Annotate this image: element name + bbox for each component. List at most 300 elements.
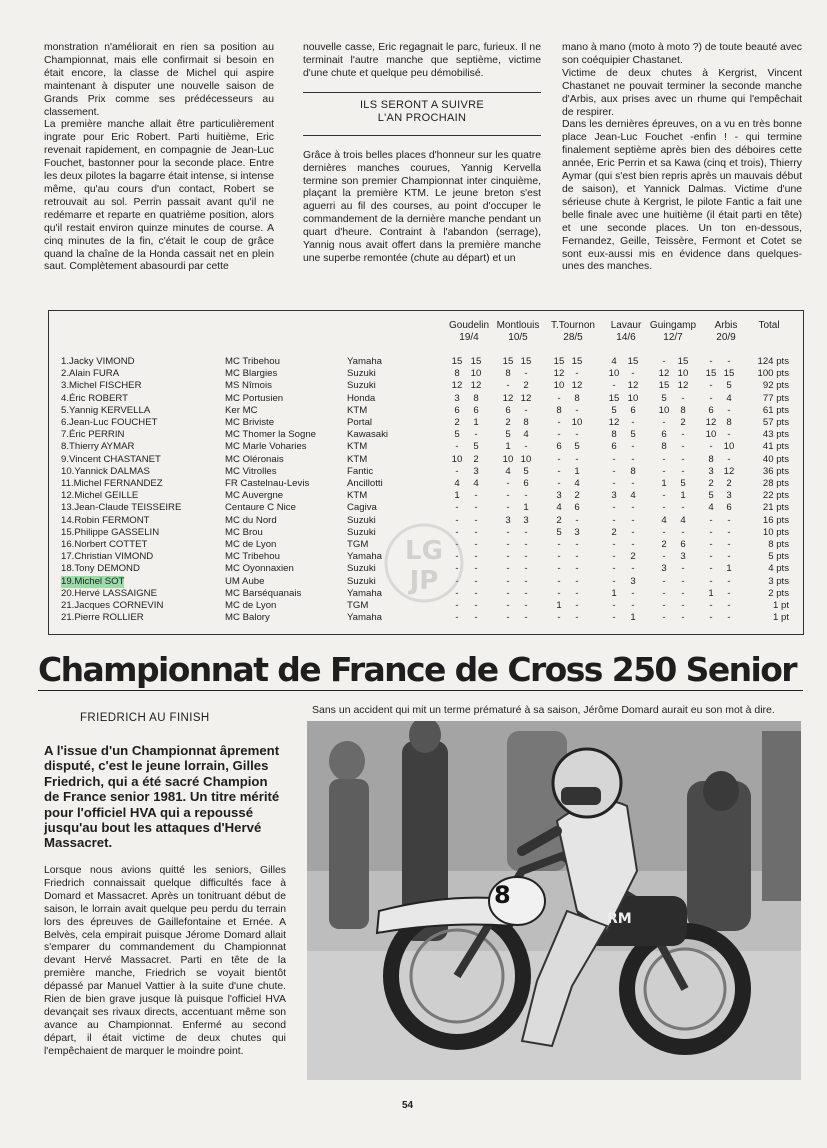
rider-bike: Suzuki bbox=[347, 514, 376, 526]
venue-date: 19/4 bbox=[459, 332, 479, 343]
rider-bike: Yamaha bbox=[347, 551, 383, 563]
heat-score: - bbox=[681, 502, 685, 514]
heat-score: 8 bbox=[505, 368, 511, 380]
heat-score: 15 bbox=[520, 356, 532, 367]
heat-score: 1 bbox=[473, 417, 479, 428]
rider-bike: KTM bbox=[347, 490, 368, 502]
article-headline: Championnat de France de Cross 250 Senior bbox=[38, 650, 796, 689]
heat-score: - bbox=[631, 478, 635, 489]
total-points: 22 pts bbox=[762, 490, 789, 502]
heat-score: 4 bbox=[523, 429, 529, 441]
rider-bike: Suzuki bbox=[347, 380, 376, 392]
heat-score: 15 bbox=[502, 356, 514, 367]
rider-name: 21.Jacques CORNEVIN bbox=[61, 600, 164, 611]
venue-date: 12/7 bbox=[663, 332, 683, 343]
heat-score: 5 bbox=[630, 429, 636, 441]
heat-score: 15 bbox=[571, 356, 583, 367]
heat-score: - bbox=[727, 514, 731, 526]
heat-score: 4 bbox=[661, 514, 667, 526]
heat-score: - bbox=[709, 392, 713, 404]
heat-score: - bbox=[662, 356, 666, 367]
heat-score: - bbox=[455, 539, 459, 550]
heat-score: 4 bbox=[630, 490, 636, 502]
heat-score: 2 bbox=[556, 514, 562, 526]
heat-score: - bbox=[575, 514, 579, 526]
heat-score: - bbox=[474, 429, 478, 441]
heat-score: 10 bbox=[451, 453, 463, 465]
heat-score: - bbox=[709, 356, 713, 367]
total-points: 3 pts bbox=[768, 575, 789, 587]
heat-score: - bbox=[727, 600, 731, 611]
heat-score: 3 bbox=[574, 526, 580, 538]
heat-score: 2 bbox=[708, 478, 714, 489]
heat-score: - bbox=[612, 380, 616, 392]
rider-name: 10.Yannick DALMAS bbox=[61, 465, 150, 477]
total-points: 100 pts bbox=[757, 368, 789, 380]
rider-name: 7.Éric PERRIN bbox=[61, 429, 125, 441]
total-points: 61 pts bbox=[762, 404, 789, 416]
heat-score: 5 bbox=[708, 490, 714, 502]
heat-score: 1 bbox=[574, 465, 580, 477]
heat-score: - bbox=[524, 587, 528, 599]
heat-score: 6 bbox=[726, 502, 732, 514]
heat-score: - bbox=[575, 600, 579, 611]
heat-score: 5 bbox=[473, 441, 479, 453]
heat-score: - bbox=[455, 600, 459, 611]
heat-score: 1 bbox=[630, 612, 636, 624]
heat-score: 3 bbox=[726, 490, 732, 502]
total-points: 57 pts bbox=[762, 417, 789, 428]
heat-score: 4 bbox=[726, 392, 732, 404]
heat-score: - bbox=[524, 575, 528, 587]
paragraph: Dans les dernières épreuves, on a vu en très bonne place Jean-Luc Fouchet -enfin ! - qui termine finalement septième après bien des déboires cette année, Eric Perrin et sa Kawa (cinq et trois), Thierry Aymar (qui s'est bien repris après un mauvais début de saison), et Yannick Dalmas. Victime d'une sérieuse chute à Kergrist, le pilote Fantic a fait une belle finale avec une huitième (il était parti en tête) et une seconde places. Un ton en-dessous, Fernandez, Geille, Teissère, Fermont et Cotet se sont eux-aussi mis en évidence dans quelques-unes des manches. bbox=[562, 119, 802, 273]
heat-score: - bbox=[612, 612, 616, 624]
article-column-2 bbox=[303, 42, 541, 266]
table-row bbox=[49, 441, 803, 453]
heat-score: 8 bbox=[556, 404, 562, 416]
svg-text:LG: LG bbox=[405, 536, 443, 566]
heat-score: 15 bbox=[608, 392, 620, 404]
heat-score: 10 bbox=[608, 368, 620, 380]
total-points: 16 pts bbox=[762, 514, 789, 526]
heat-score: 1 bbox=[680, 490, 686, 502]
rider-bike: KTM bbox=[347, 453, 368, 465]
paragraph: monstration n'améliorait en rien sa position au Championnat, mais elle confirmait si besoin en était encore, la classe de Michel qui aspire maintenant à disputer une nouvelle saison de Grands Prix comme ses prédécesseurs au classement. bbox=[44, 42, 274, 118]
heat-score: 12 bbox=[608, 417, 620, 428]
heat-score: - bbox=[474, 612, 478, 624]
page-number: 54 bbox=[402, 1100, 414, 1111]
table-row bbox=[49, 478, 803, 490]
heat-score: - bbox=[727, 453, 731, 465]
heat-score: 8 bbox=[611, 429, 617, 441]
heat-score: 10 bbox=[520, 453, 532, 465]
heat-score: - bbox=[455, 563, 459, 575]
table-row bbox=[49, 429, 803, 441]
heat-score: - bbox=[681, 600, 685, 611]
venue-name: T.Tournon bbox=[551, 320, 595, 331]
article-subtitle: FRIEDRICH AU FINISH bbox=[80, 712, 210, 724]
bike-tank-logo: RM bbox=[607, 911, 632, 927]
heat-score: 2 bbox=[630, 551, 636, 563]
heat-score: 5 bbox=[661, 392, 667, 404]
rider-name: 1.Jacky VIMOND bbox=[61, 356, 135, 367]
heat-score: 8 bbox=[726, 417, 732, 428]
heat-score: 5 bbox=[574, 441, 580, 453]
heat-score: 12 bbox=[571, 380, 583, 392]
heat-score: - bbox=[631, 600, 635, 611]
heat-score: - bbox=[557, 392, 561, 404]
heat-score: - bbox=[727, 575, 731, 587]
heat-score: - bbox=[662, 526, 666, 538]
heat-score: - bbox=[557, 563, 561, 575]
table-row bbox=[49, 502, 803, 514]
rider-club: MC du Nord bbox=[225, 514, 277, 526]
heat-score: - bbox=[474, 575, 478, 587]
heat-score: - bbox=[727, 551, 731, 563]
heat-score: - bbox=[455, 514, 459, 526]
rider-name: 18.Tony DEMOND bbox=[61, 563, 140, 575]
heat-score: - bbox=[575, 612, 579, 624]
heat-score: 5 bbox=[611, 404, 617, 416]
venue-name: Goudelin bbox=[448, 320, 490, 331]
heat-score: 3 bbox=[454, 392, 460, 404]
heat-score: 8 bbox=[473, 392, 479, 404]
rider-club: MC Oléronais bbox=[225, 453, 284, 465]
subheading-line-1: ILS SERONT A SUIVRE bbox=[359, 98, 485, 111]
heat-score: - bbox=[631, 514, 635, 526]
heat-score: - bbox=[455, 526, 459, 538]
heat-score: 12 bbox=[723, 465, 735, 477]
heat-score: 8 bbox=[630, 465, 636, 477]
heat-score: 10 bbox=[553, 380, 565, 392]
rider-bike: Suzuki bbox=[347, 368, 376, 380]
heat-score: 8 bbox=[523, 417, 529, 428]
photo-caption: Sans un accident qui mit un terme prématuré à sa saison, Jérôme Domard aurait eu son mot à dire. bbox=[312, 704, 775, 716]
heat-score: - bbox=[631, 587, 635, 599]
venue-name: Guingamp bbox=[649, 320, 697, 331]
rider-bike: Yamaha bbox=[347, 356, 383, 367]
heat-score: - bbox=[455, 502, 459, 514]
heat-score: - bbox=[709, 526, 713, 538]
heat-score: 2 bbox=[726, 478, 732, 489]
venue-date: 10/5 bbox=[508, 332, 528, 343]
heat-score: - bbox=[662, 502, 666, 514]
heat-score: 5 bbox=[505, 429, 511, 441]
rider-club: Centaure C Nice bbox=[225, 502, 296, 514]
heat-score: - bbox=[524, 612, 528, 624]
heat-score: 3 bbox=[556, 490, 562, 502]
heat-score: - bbox=[524, 404, 528, 416]
heat-score: - bbox=[612, 600, 616, 611]
heat-score: - bbox=[631, 368, 635, 380]
heat-score: - bbox=[575, 368, 579, 380]
heat-score: - bbox=[557, 417, 561, 428]
heat-score: - bbox=[455, 612, 459, 624]
heat-score: 8 bbox=[574, 392, 580, 404]
article-body: Lorsque nous avions quitté les seniors, Gilles Friedrich connaissait quelque difficultés face à Domard et Massacret. Après un tonitruant début de saison, le lorrain avait quelque peu perdu du terrain lors des épreuves de Gaillefontaine et Ernée. A Belvès, cela empirait puisque Jérome Domard allait s'emparer du commandement du Championnat devant Hervé Massacret. Parti en tête de la première manche, Friedrich se voyait bientôt dépassé par Manuel Vattier à la suite d'une chute. Rien de bien grave jusque là puisque l'officiel HVA devançait ses rivaux directs, accentuant même son avance au Championnat. Enfermé au second départ, il était victime de deux chutes qui l'empêchaient de marquer le moindre point. bbox=[44, 865, 286, 1057]
heat-score: - bbox=[575, 429, 579, 441]
heat-score: - bbox=[709, 612, 713, 624]
heat-score: - bbox=[727, 404, 731, 416]
heat-score: - bbox=[612, 551, 616, 563]
heat-score: - bbox=[727, 587, 731, 599]
rider-illustration bbox=[307, 721, 801, 1080]
rider-name: 15.Philippe GASSELIN bbox=[61, 526, 160, 538]
heat-score: 6 bbox=[523, 478, 529, 489]
heat-score: 2 bbox=[505, 417, 511, 428]
rider-club: MC Blargies bbox=[225, 368, 278, 380]
heat-score: 5 bbox=[556, 526, 562, 538]
heat-score: 10 bbox=[502, 453, 514, 465]
venue-date: 14/6 bbox=[616, 332, 636, 343]
heat-score: 15 bbox=[723, 368, 735, 380]
heat-score: 6 bbox=[680, 539, 686, 550]
heat-score: - bbox=[524, 490, 528, 502]
heat-score: 12 bbox=[502, 392, 514, 404]
paragraph: La première manche allait être particulièrement ingrate pour Eric Robert. Parti huitième, Eric revenait rapidement, en compagnie de Jean-Luc Fouchet, bastonner pour la seconde place. Entre les deux pilotes la bagarre était intense, si intense même, qu'au cours d'un contact, Robert se retrouvait au sol. Perrin passait avant qu'il ne redémarre et reparte en quatrième position, alors qu'il restait environ quinze minutes de course. A cinq minutes de la fin, c'était le coup de grâce quand la chaîne de la Honda cassait net en plein saut. Complètement abasourdi par cette bbox=[44, 119, 274, 273]
rider-name: 9.Vincent CHASTANET bbox=[61, 453, 161, 465]
heat-score: 5 bbox=[523, 465, 529, 477]
heat-score: - bbox=[662, 551, 666, 563]
heat-score: - bbox=[681, 465, 685, 477]
rider-bike: Fantic bbox=[347, 465, 374, 477]
heat-score: 2 bbox=[454, 417, 460, 428]
rider-club: MC Brou bbox=[225, 526, 263, 538]
rider-bike: TGM bbox=[347, 600, 369, 611]
heat-score: 10 bbox=[658, 404, 670, 416]
heat-score: 15 bbox=[705, 368, 717, 380]
paragraph: Victime de deux chutes à Kergrist, Vincent Chastanet ne pouvait terminer la seconde manche d'Arbis, aux prises avec un rhume qui l'empêchait de respirer. bbox=[562, 67, 802, 118]
rider-name: 17.Christian VIMOND bbox=[61, 551, 154, 563]
total-points: 10 pts bbox=[762, 526, 789, 538]
rider-name: 11.Michel FERNANDEZ bbox=[61, 478, 163, 489]
heat-score: - bbox=[681, 429, 685, 441]
heat-score: 10 bbox=[677, 368, 689, 380]
heat-score: 12 bbox=[677, 380, 689, 392]
article-column-3 bbox=[562, 42, 802, 274]
heat-score: - bbox=[709, 514, 713, 526]
rider-name: 6.Jean-Luc FOUCHET bbox=[61, 417, 158, 428]
heat-score: - bbox=[474, 490, 478, 502]
rider-bike: Suzuki bbox=[347, 526, 376, 538]
svg-text:JP: JP bbox=[409, 566, 439, 596]
heat-score: - bbox=[612, 465, 616, 477]
table-row bbox=[49, 490, 803, 502]
rider-club: MC Auvergne bbox=[225, 490, 284, 502]
heat-score: - bbox=[455, 551, 459, 563]
heat-score: - bbox=[612, 563, 616, 575]
rider-club: MC Briviste bbox=[225, 417, 275, 428]
divider bbox=[303, 135, 541, 136]
heat-score: 2 bbox=[523, 380, 529, 392]
heat-score: 6 bbox=[611, 441, 617, 453]
heat-score: - bbox=[631, 502, 635, 514]
heat-score: - bbox=[681, 392, 685, 404]
heat-score: - bbox=[506, 563, 510, 575]
heat-score: - bbox=[681, 612, 685, 624]
heat-score: 4 bbox=[556, 502, 562, 514]
heat-score: 1 bbox=[708, 587, 714, 599]
heat-score: 2 bbox=[574, 490, 580, 502]
total-header: Total bbox=[758, 320, 780, 331]
heat-score: - bbox=[455, 587, 459, 599]
rider-name: 13.Jean-Claude TEISSEIRE bbox=[61, 502, 182, 514]
heat-score: 12 bbox=[705, 417, 717, 428]
heat-score: - bbox=[506, 478, 510, 489]
heat-score: - bbox=[474, 502, 478, 514]
heat-score: - bbox=[506, 380, 510, 392]
total-points: 124 pts bbox=[757, 356, 789, 367]
heat-score: - bbox=[474, 551, 478, 563]
heat-score: - bbox=[557, 551, 561, 563]
rider-name: 20.Hervé LASSAIGNE bbox=[61, 587, 157, 599]
total-points: 5 pts bbox=[768, 551, 789, 563]
heat-score: 4 bbox=[611, 356, 617, 367]
heat-score: - bbox=[575, 575, 579, 587]
paragraph: nouvelle casse, Eric regagnait le parc, furieux. Il ne terminait l'autre manche que septième, victime d'une chute et quelque peu démobilisé. bbox=[303, 42, 541, 79]
heat-score: 12 bbox=[553, 368, 565, 380]
heat-score: 4 bbox=[708, 502, 714, 514]
heat-score: 12 bbox=[627, 380, 639, 392]
heat-score: - bbox=[524, 441, 528, 453]
rider-club: MC Portusien bbox=[225, 392, 284, 404]
heat-score: - bbox=[727, 526, 731, 538]
heat-score: 1 bbox=[505, 441, 511, 453]
table-row bbox=[49, 368, 803, 380]
heat-score: 10 bbox=[627, 392, 639, 404]
rider-club: MC Tribehou bbox=[225, 356, 280, 367]
rider-name: 4.Éric ROBERT bbox=[61, 392, 128, 404]
heat-score: - bbox=[681, 563, 685, 575]
heat-score: - bbox=[506, 575, 510, 587]
rider-club: MC Balory bbox=[225, 612, 270, 624]
heat-score: 10 bbox=[571, 417, 583, 428]
heat-score: 4 bbox=[574, 478, 580, 489]
rider-bike: Cagiva bbox=[347, 502, 377, 514]
heat-score: 3 bbox=[680, 551, 686, 563]
heat-score: - bbox=[727, 612, 731, 624]
heat-score: - bbox=[709, 551, 713, 563]
heat-score: 3 bbox=[661, 563, 667, 575]
heat-score: 15 bbox=[451, 356, 463, 367]
heat-score: - bbox=[681, 441, 685, 453]
heat-score: 6 bbox=[505, 404, 511, 416]
heat-score: - bbox=[727, 356, 731, 367]
heat-score: - bbox=[506, 526, 510, 538]
motocross-photo bbox=[307, 721, 801, 1080]
heat-score: - bbox=[575, 404, 579, 416]
heat-score: - bbox=[506, 587, 510, 599]
rider-club: MC Oyonnaxien bbox=[225, 563, 294, 575]
rider-bike: KTM bbox=[347, 404, 368, 416]
heat-score: - bbox=[557, 575, 561, 587]
total-points: 43 pts bbox=[762, 429, 789, 441]
heat-score: - bbox=[506, 490, 510, 502]
total-points: 1 pt bbox=[772, 600, 789, 611]
rider-club: MC Barséquanais bbox=[225, 587, 302, 599]
heat-score: - bbox=[662, 490, 666, 502]
heat-score: - bbox=[557, 465, 561, 477]
heat-score: - bbox=[727, 429, 731, 441]
rider-club: MC Marle Voharies bbox=[225, 441, 307, 453]
heat-score: - bbox=[612, 478, 616, 489]
heat-score: 3 bbox=[630, 575, 636, 587]
rider-bike: TGM bbox=[347, 539, 369, 550]
heat-score: - bbox=[506, 539, 510, 550]
rider-bike: Portal bbox=[347, 417, 373, 428]
heat-score: - bbox=[709, 380, 713, 392]
heat-score: 12 bbox=[451, 380, 463, 392]
heat-score: - bbox=[455, 465, 459, 477]
race-plate-number: 8 bbox=[494, 881, 511, 909]
heat-score: 3 bbox=[611, 490, 617, 502]
total-points: 1 pt bbox=[772, 612, 789, 624]
heat-score: - bbox=[575, 551, 579, 563]
heat-score: - bbox=[662, 465, 666, 477]
heat-score: - bbox=[557, 587, 561, 599]
total-points: 8 pts bbox=[768, 539, 789, 550]
heat-score: 6 bbox=[473, 404, 479, 416]
heat-score: 15 bbox=[627, 356, 639, 367]
heat-score: - bbox=[506, 612, 510, 624]
heat-score: 6 bbox=[661, 429, 667, 441]
heat-score: 12 bbox=[658, 368, 670, 380]
heat-score: 15 bbox=[677, 356, 689, 367]
heat-score: - bbox=[557, 539, 561, 550]
paragraph: mano à mano (moto à moto ?) de toute beauté avec son coéquipier Chastanet. bbox=[562, 42, 802, 66]
stamp-icon bbox=[383, 514, 465, 609]
rider-club: FR Castelnau-Levis bbox=[225, 478, 310, 489]
heat-score: - bbox=[557, 612, 561, 624]
rider-name: 8.Thierry AYMAR bbox=[61, 441, 135, 453]
heat-score: 6 bbox=[708, 404, 714, 416]
heat-score: - bbox=[524, 368, 528, 380]
heat-score: 2 bbox=[661, 539, 667, 550]
heat-score: - bbox=[709, 600, 713, 611]
heat-score: - bbox=[474, 587, 478, 599]
heat-score: - bbox=[474, 514, 478, 526]
section-subheading bbox=[303, 92, 541, 125]
heat-score: - bbox=[474, 539, 478, 550]
venue-date: 20/9 bbox=[716, 332, 736, 343]
heat-score: 8 bbox=[454, 368, 460, 380]
heat-score: 10 bbox=[470, 368, 482, 380]
heat-score: 10 bbox=[723, 441, 735, 453]
rider-name: 12.Michel GEILLE bbox=[61, 490, 139, 502]
heat-score: - bbox=[506, 502, 510, 514]
heat-score: 2 bbox=[680, 417, 686, 428]
rider-bike: Honda bbox=[347, 392, 376, 404]
heat-score: - bbox=[662, 587, 666, 599]
rider-bike: Suzuki bbox=[347, 563, 376, 575]
heat-score: 1 bbox=[523, 502, 529, 514]
heat-score: - bbox=[557, 429, 561, 441]
heat-score: 10 bbox=[705, 429, 717, 441]
heat-score: - bbox=[506, 600, 510, 611]
heat-score: 12 bbox=[470, 380, 482, 392]
heat-score: 6 bbox=[574, 502, 580, 514]
heat-score: 2 bbox=[611, 526, 617, 538]
rider-bike: Ancillotti bbox=[347, 478, 383, 489]
total-points: 41 pts bbox=[762, 441, 789, 453]
heat-score: - bbox=[612, 453, 616, 465]
total-points: 4 pts bbox=[768, 563, 789, 575]
heat-score: 15 bbox=[553, 356, 565, 367]
subheading-line-2: L'AN PROCHAIN bbox=[377, 111, 467, 124]
total-points: 77 pts bbox=[762, 392, 789, 404]
heat-score: - bbox=[612, 514, 616, 526]
table-row bbox=[49, 405, 803, 417]
